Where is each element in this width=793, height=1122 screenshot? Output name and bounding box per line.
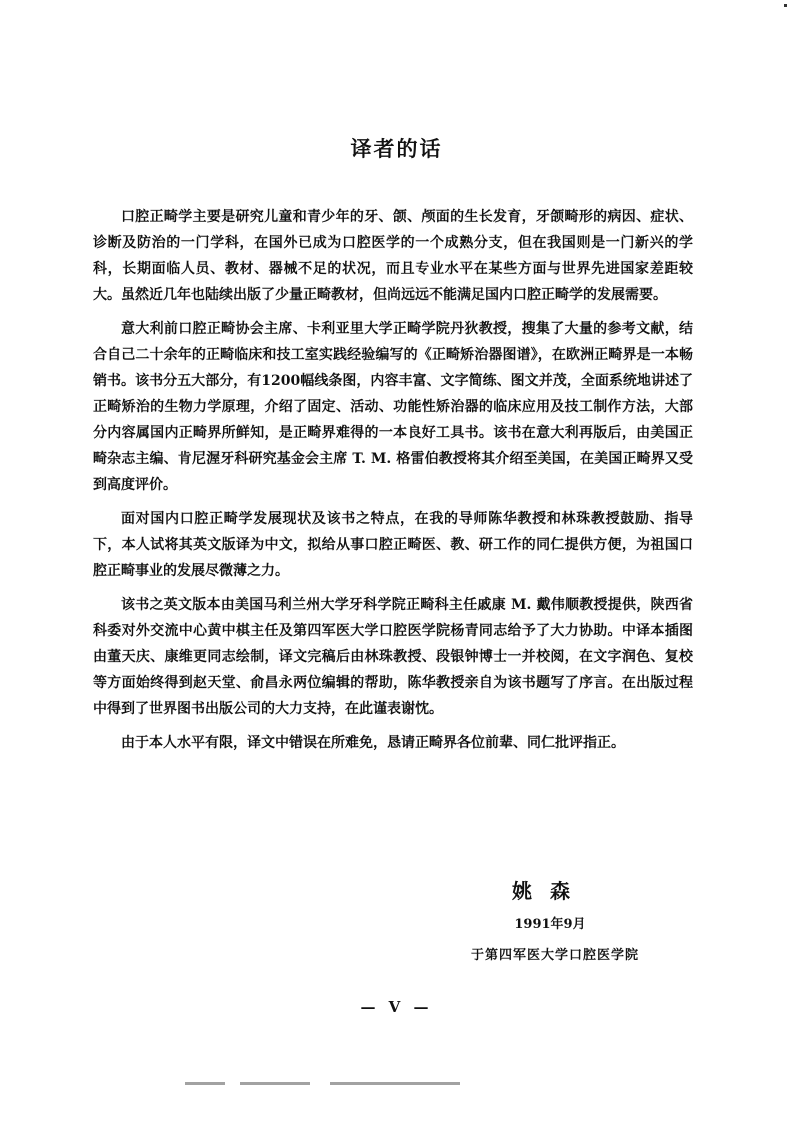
translator-name: 姚森 bbox=[512, 879, 588, 903]
paragraph-4: 该书之英文版本由美国马利兰州大学牙科学院正畸科主任戚康 M. 戴伟顺教授提供，陕西省科委对外交流中心黄中棋主任及第四军医大学口腔医学院杨青同志给予了大力协助。中译本插图由董天庆、康维更同志绘制，译文完稿后由林珠教授、段银钟博士一并校阅，在文字润色、复校等方面始终得到赵天堂、俞昌永两位编辑的帮助，陈华教授亲自为该书题写了序言。在出版过程中得到了世界图书出版公司的大力支持，在此谨表谢忱。 bbox=[93, 597, 693, 717]
signature-place: 于第四军医大学口腔医学院 bbox=[470, 948, 639, 963]
paragraph-3: 面对国内口腔正畸学发展现状及该书之特点，在我的导师陈华教授和林珠教授鼓励、指导下，本人试将其英文版译为中文，拟给从事口腔正畸医、教、研工作的同仁提供方便，为祖国口腔正畸事业的发展尽微薄之力。 bbox=[93, 511, 693, 579]
scan-smudge bbox=[240, 1082, 310, 1085]
signature-date: 1991年9月 bbox=[514, 917, 586, 932]
scan-smudge bbox=[185, 1082, 225, 1085]
page-title: 译者的话 bbox=[350, 136, 443, 161]
scan-smudge bbox=[330, 1082, 460, 1085]
body-text bbox=[93, 204, 693, 764]
paragraph-5: 由于本人水平有限，译文中错误在所难免，恳请正畸界各位前辈、同仁批评指正。 bbox=[121, 735, 625, 751]
paragraph-1: 口腔正畸学主要是研究儿童和青少年的牙、颌、颅面的生长发育，牙颌畸形的病因、症状、诊断及防治的一门学科，在国外已成为口腔医学的一个成熟分支，但在我国则是一门新兴的学科，长期面临人员、教材、器械不足的状况，而且专业水平在某些方面与世界先进国家差距较大。虽然近几年也陆续出版了少量正畸教材，但尚远远不能满足国内口腔正畸学的发展需要。 bbox=[93, 209, 693, 303]
scan-artifact bbox=[784, 4, 787, 7]
page-number: — V — bbox=[360, 998, 433, 1016]
paragraph-2: 意大利前口腔正畸协会主席、卡利亚里大学正畸学院丹狄教授，搜集了大量的参考文献，结合自己二十余年的正畸临床和技工室实践经验编写的《正畸矫治器图谱》，在欧洲正畸界是一本畅销书。该书分五大部分，有1200幅线条图，内容丰富、文字简练、图文并茂，全面系统地讲述了正畸矫治的生物力学原理，介绍了固定、活动、功能性矫治器的临床应用及技工制作方法，大部分内容属国内正畸界所鲜知，是正畸界难得的一本良好工具书。该书在意大利再版后，由美国正畸杂志主编、肯尼渥牙科研究基金会主席 T. M. 格雷伯教授将其介绍至美国，在美国正畸界又受到高度评价。 bbox=[93, 321, 693, 493]
